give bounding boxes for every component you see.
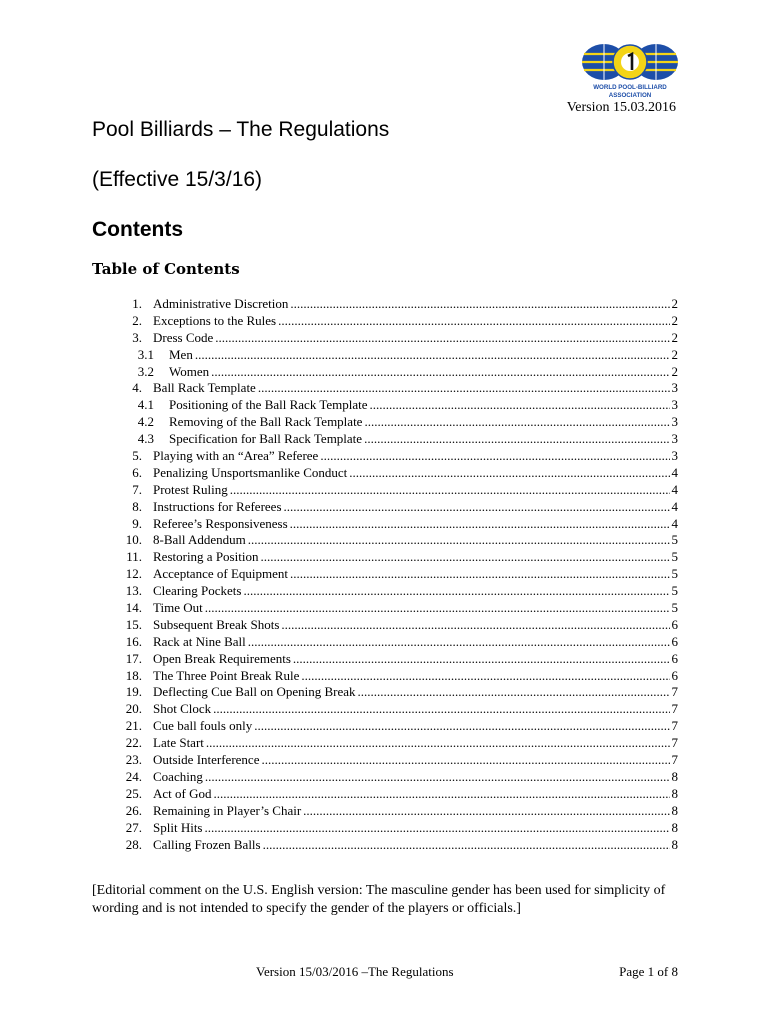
toc-entry-number: 16. [125,633,142,649]
toc-entry[interactable] [118,448,678,465]
toc-entry-number: 21. [125,718,142,734]
toc-entry[interactable] [118,803,678,820]
toc-entry[interactable] [118,313,678,330]
toc-entry-page: 8 [671,785,678,801]
logo-text-line1: WORLD POOL-BILLIARD [593,84,667,91]
toc-leader-dots [349,465,669,482]
toc-leader-dots [364,431,669,448]
toc-entry-number: 24. [125,768,142,784]
toc-entry[interactable] [118,769,678,786]
toc-entry-page: 2 [671,346,678,362]
table-of-contents [118,296,678,853]
toc-leader-dots [206,735,670,752]
toc-entry-page: 5 [671,583,678,599]
toc-entry-label[interactable]: Rack at Nine Ball [153,633,246,649]
toc-entry-page: 2 [671,363,678,379]
toc-entry-number: 8. [132,498,142,514]
toc-entry-page: 8 [671,802,678,818]
toc-entry[interactable] [118,786,678,803]
toc-entry-page: 6 [671,616,678,632]
toc-entry[interactable] [118,414,678,431]
toc-entry[interactable] [118,566,678,583]
toc-entry-page: 6 [671,667,678,683]
footer-page-number: Page 1 of 8 [619,964,678,979]
toc-entry-label[interactable]: Shot Clock [153,701,212,717]
toc-entry-page: 3 [671,414,678,430]
toc-entry-number: 22. [125,735,142,751]
toc-entry-label[interactable]: Playing with an “Area” Referee [153,448,319,464]
toc-entry[interactable] [118,583,678,600]
toc-leader-dots [290,296,669,313]
toc-leader-dots [215,330,669,347]
toc-entry[interactable] [118,499,678,516]
toc-entry-label[interactable]: Remaining in Player’s Chair [153,802,302,818]
toc-entry-number: 4. [132,380,142,396]
toc-entry-number: 2. [132,312,142,328]
toc-entry-label[interactable]: Penalizing Unsportsmanlike Conduct [153,464,348,480]
toc-leader-dots [290,566,670,583]
toc-entry-label[interactable]: Act of God [153,785,212,801]
toc-entry-number: 9. [132,515,142,531]
toc-leader-dots [358,684,670,701]
footer-version: Version 15/03/2016 –The Regulations [256,964,454,979]
toc-entry-label[interactable]: Referee’s Responsiveness [153,515,288,531]
contents-heading: Contents [92,218,183,241]
toc-entry[interactable] [118,701,678,718]
toc-leader-dots [301,668,669,685]
toc-entry-label[interactable]: Restoring a Position [153,549,259,565]
toc-entry-label[interactable]: Late Start [153,735,204,751]
toc-entry-label[interactable]: The Three Point Break Rule [153,667,300,683]
toc-entry-number: 3.1 [137,346,154,362]
toc-entry[interactable] [118,397,678,414]
toc-entry-number: 10. [125,532,142,548]
toc-entry-number: 20. [125,701,142,717]
toc-entry-page: 2 [671,329,678,345]
toc-entry-page: 4 [671,481,678,497]
toc-entry-number: 5. [132,448,142,464]
toc-entry[interactable] [118,516,678,533]
toc-entry-label[interactable]: Specification for Ball Rack Template [169,431,363,447]
effective-date: (Effective 15/3/16) [92,168,263,191]
toc-entry[interactable] [118,532,678,549]
editorial-comment: [Editorial comment on the U.S. English version: The masculine gender has been used for simplicity of wording and is not intended to specify the gender of the players or officials.] [92,883,666,916]
toc-entry-label[interactable]: Protest Ruling [153,481,228,497]
toc-entry-number: 4.3 [137,431,154,447]
toc-entry-page: 5 [671,566,678,582]
toc-leader-dots [230,482,670,499]
toc-leader-dots [211,364,669,381]
toc-leader-dots [195,347,670,364]
toc-entry-number: 4.1 [137,397,154,413]
toc-entry-label[interactable]: Administrative Discretion [153,296,289,311]
toc-entry-label[interactable]: Subsequent Break Shots [153,616,280,632]
toc-entry-number: 14. [125,600,142,616]
toc-entry-number: 25. [125,785,142,801]
toc-entry[interactable] [118,347,678,364]
version-label: Version 15.03.2016 [566,100,676,115]
billiard-ball-icon [613,45,647,79]
toc-entry-page: 7 [671,752,678,768]
toc-leader-dots [263,837,670,854]
wpa-globe-icon [580,42,680,100]
toc-leader-dots [205,600,670,617]
toc-entry-page: 4 [671,515,678,531]
toc-entry-page: 3 [671,380,678,396]
toc-entry-page: 5 [671,532,678,548]
toc-entry-page: 7 [671,701,678,717]
toc-entry-number: 15. [125,616,142,632]
logo-text-line2: ASSOCIATION [608,92,652,99]
toc-leader-dots [213,701,669,718]
toc-entry-page: 4 [671,464,678,480]
toc-entry[interactable] [118,837,678,854]
toc-entry-label[interactable]: 8-Ball Addendum [153,532,246,548]
toc-entry-label[interactable]: Open Break Requirements [153,650,291,666]
toc-entry-page: 5 [671,549,678,565]
toc-entry-page: 7 [671,684,678,700]
toc-entry[interactable] [118,718,678,735]
toc-entry-number: 18. [125,667,142,683]
toc-entry-page: 6 [671,633,678,649]
toc-entry-number: 11. [126,549,142,565]
toc-leader-dots [281,617,669,634]
toc-leader-dots [254,718,669,735]
toc-leader-dots [364,414,669,431]
toc-entry[interactable] [118,380,678,397]
toc-entry-label[interactable]: Acceptance of Equipment [153,566,288,582]
toc-leader-dots [243,583,669,600]
toc-entry-page: 2 [671,296,678,311]
toc-entry-number: 28. [125,836,142,852]
toc-entry[interactable] [118,465,678,482]
toc-leader-dots [303,803,669,820]
toc-leader-dots [248,532,670,549]
toc-entry-page: 3 [671,397,678,413]
toc-entry-number: 6. [132,464,142,480]
toc-entry-number: 19. [125,684,142,700]
toc-entry-number: 13. [125,583,142,599]
toc-entry-number: 17. [125,650,142,666]
toc-entry-label[interactable]: Dress Code [153,329,214,345]
toc-entry-page: 7 [671,735,678,751]
toc-entry-number: 27. [125,819,142,835]
toc-entry-number: 3.2 [137,363,154,379]
toc-entry[interactable] [118,820,678,837]
toc-leader-dots [278,313,669,330]
toc-leader-dots [293,651,670,668]
toc-entry[interactable] [118,684,678,701]
toc-entry-label[interactable]: Time Out [153,600,203,616]
toc-entry-label[interactable]: Deflecting Cue Ball on Opening Break [153,684,356,700]
toc-entry[interactable] [118,364,678,381]
toc-entry[interactable] [118,735,678,752]
toc-entry-label[interactable]: Outside Interference [153,752,260,768]
toc-leader-dots [205,769,670,786]
toc-entry[interactable] [118,482,678,499]
toc-entry-page: 2 [671,312,678,328]
toc-entry-page: 3 [671,431,678,447]
toc-entry-number: 23. [125,752,142,768]
toc-leader-dots [258,380,670,397]
toc-entry-number: 1. [132,296,142,311]
toc-entry-label[interactable]: Clearing Pockets [153,583,242,599]
toc-entry-page: 6 [671,650,678,666]
toc-entry-label[interactable]: Instructions for Referees [153,498,282,514]
toc-entry[interactable] [118,600,678,617]
toc-entry[interactable] [118,296,678,313]
toc-leader-dots [214,786,670,803]
toc-entry[interactable] [118,549,678,566]
toc-entry-label[interactable]: Men [169,346,193,362]
toc-leader-dots [290,516,670,533]
toc-entry-label[interactable]: Women [169,363,210,379]
toc-leader-dots [370,397,670,414]
toc-entry[interactable] [118,651,678,668]
toc-entry-number: 7. [132,481,142,497]
toc-entry-page: 5 [671,600,678,616]
toc-entry-label[interactable]: Positioning of the Ball Rack Template [169,397,368,413]
toc-entry-label[interactable]: Ball Rack Template [153,380,256,396]
document-title: Pool Billiards – The Regulations [92,118,390,141]
toc-entry-number: 12. [125,566,142,582]
toc-entry-label[interactable]: Exceptions to the Rules [153,312,277,328]
toc-leader-dots [260,549,669,566]
toc-entry-number: 26. [125,802,142,818]
toc-entry[interactable] [118,752,678,769]
toc-entry-page: 8 [671,768,678,784]
toc-entry-label[interactable]: Cue ball fouls only [153,718,253,734]
toc-leader-dots [320,448,669,465]
toc-entry-label[interactable]: Coaching [153,768,203,784]
toc-entry[interactable] [118,617,678,634]
toc-entry-label[interactable]: Removing of the Ball Rack Template [169,414,363,430]
toc-heading: Table of Contents [92,260,240,278]
toc-leader-dots [205,820,670,837]
toc-entry[interactable] [118,668,678,685]
toc-entry-page: 8 [671,819,678,835]
toc-leader-dots [248,634,670,651]
toc-entry-page: 7 [671,718,678,734]
toc-entry-page: 4 [671,498,678,514]
toc-leader-dots [284,499,670,516]
toc-entry-label[interactable]: Calling Frozen Balls [153,836,261,852]
toc-entry-number: 3. [132,329,142,345]
toc-leader-dots [261,752,669,769]
toc-entry[interactable] [118,431,678,448]
wpa-logo [580,42,680,100]
toc-entry[interactable] [118,634,678,651]
toc-entry-label[interactable]: Split Hits [153,819,203,835]
toc-entry[interactable] [118,330,678,347]
toc-entry-number: 4.2 [137,414,154,430]
toc-entry-page: 8 [671,836,678,852]
toc-entry-page: 3 [671,448,678,464]
